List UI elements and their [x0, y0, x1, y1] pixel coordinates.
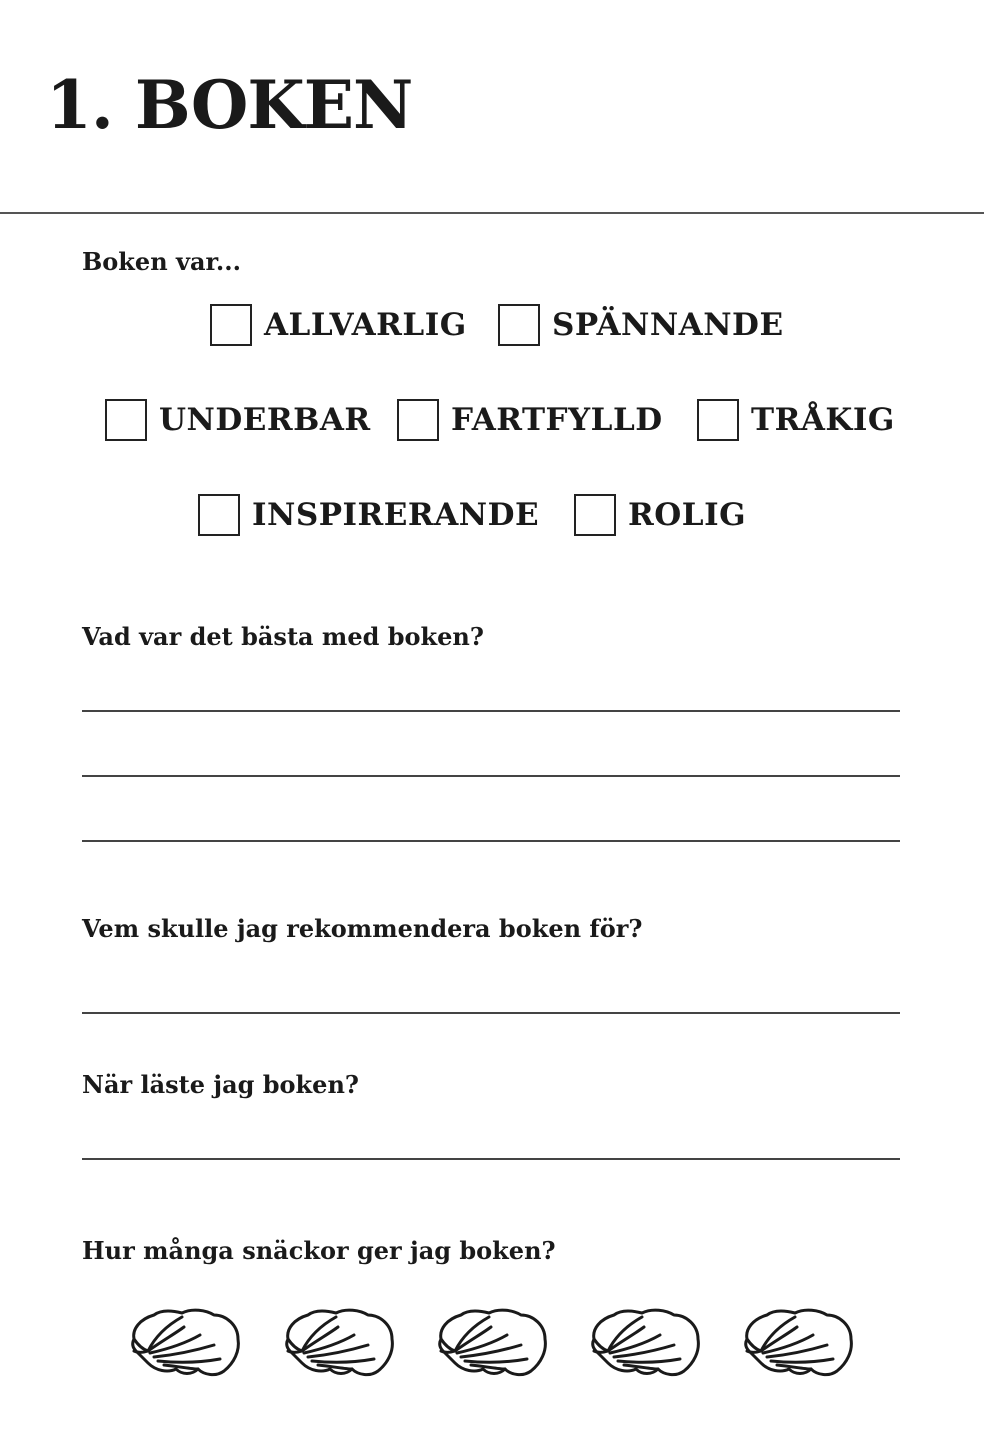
page-title: 1. BOKEN: [46, 66, 413, 144]
option-label: UNDERBAR: [159, 402, 371, 438]
answer-line-recommend[interactable]: [82, 1012, 900, 1014]
options-row-3: [0, 492, 984, 538]
options-row-2: [0, 397, 984, 443]
answer-line-best-2[interactable]: [82, 775, 900, 777]
question-book-was: Boken var...: [82, 247, 241, 276]
option-label: ROLIG: [628, 497, 747, 533]
question-when-read: När läste jag boken?: [82, 1070, 359, 1099]
shell-rating: [0, 1305, 984, 1385]
question-recommend: Vem skulle jag rekommendera boken för?: [82, 914, 643, 943]
scallop-shell-icon[interactable]: [588, 1305, 704, 1377]
option-trakig[interactable]: [697, 397, 895, 443]
option-label: INSPIRERANDE: [252, 497, 540, 533]
option-spannande[interactable]: [498, 302, 784, 348]
option-fartfylld[interactable]: [397, 397, 663, 443]
option-label: SPÄNNANDE: [552, 307, 784, 343]
option-rolig[interactable]: [574, 492, 746, 538]
option-inspirerande[interactable]: [198, 492, 539, 538]
question-shell-rating: Hur många snäckor ger jag boken?: [82, 1236, 556, 1265]
scallop-shell-icon[interactable]: [435, 1305, 551, 1377]
checkbox-allvarlig[interactable]: [210, 304, 252, 346]
option-label: FARTFYLLD: [451, 402, 663, 438]
checkbox-trakig[interactable]: [697, 399, 739, 441]
question-best-thing: Vad var det bästa med boken?: [82, 622, 484, 651]
checkbox-spannande[interactable]: [498, 304, 540, 346]
checkbox-underbar[interactable]: [105, 399, 147, 441]
answer-line-when[interactable]: [82, 1158, 900, 1160]
options-row-1: [0, 302, 984, 348]
answer-line-best-3[interactable]: [82, 840, 900, 842]
option-label: ALLVARLIG: [264, 307, 467, 343]
header-divider: [0, 212, 984, 214]
checkbox-rolig[interactable]: [574, 494, 616, 536]
scallop-shell-icon[interactable]: [282, 1305, 398, 1377]
checkbox-fartfylld[interactable]: [397, 399, 439, 441]
option-underbar[interactable]: [105, 397, 371, 443]
option-allvarlig[interactable]: [210, 302, 467, 348]
scallop-shell-icon[interactable]: [128, 1305, 244, 1377]
answer-line-best-1[interactable]: [82, 710, 900, 712]
scallop-shell-icon[interactable]: [741, 1305, 857, 1377]
option-label: TRÅKIG: [751, 402, 895, 438]
checkbox-inspirerande[interactable]: [198, 494, 240, 536]
